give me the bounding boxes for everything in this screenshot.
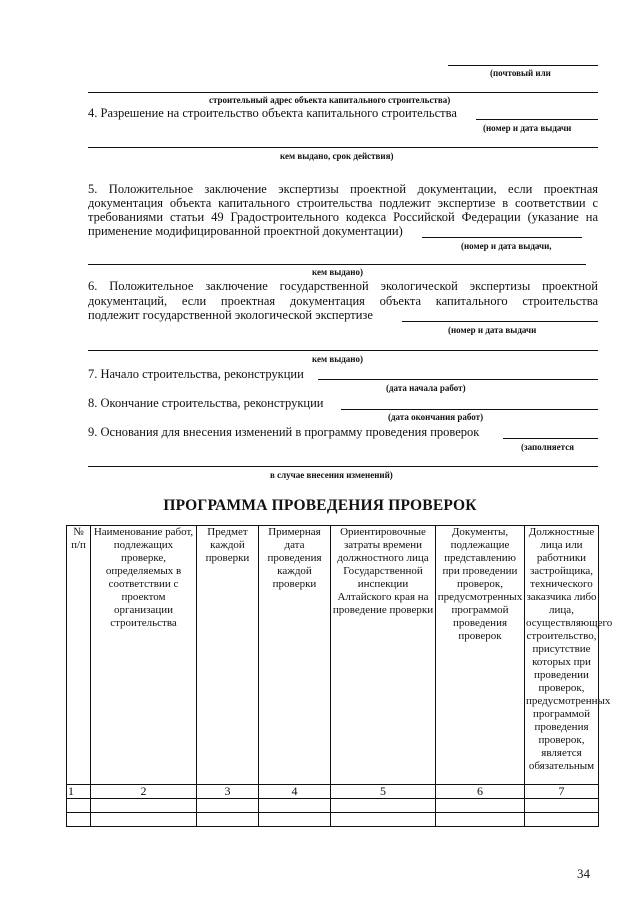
postal-address-line [448,65,598,66]
number-cell: 7 [525,785,599,799]
header-cell: Примерная дата проведения каждой проверки [259,526,331,785]
item5-line-2: документация объекта капитального строительства подлежит экспертизе в соответствии с [88,196,598,210]
item4-caption-1: (номер и дата выдачи [483,123,572,133]
program-title: ПРОГРАММА ПРОВЕДЕНИЯ ПРОВЕРОК [163,497,477,514]
empty-cell [436,799,525,813]
empty-cell [197,813,259,827]
postal-caption: (почтовый или [490,68,551,78]
header-cell: № п/п [67,526,91,785]
number-cell: 1 [67,785,91,799]
item4-label: 4. Разрешение на строительство объекта капитального строительства [88,106,457,120]
table-row [67,813,599,827]
item8-label: 8. Окончание строительства, реконструкции [88,396,324,410]
item9-line [503,438,598,439]
empty-cell [525,799,599,813]
number-cell: 4 [259,785,331,799]
item5-line [422,237,582,238]
table-header-row [67,526,599,785]
item7-line [318,379,598,380]
number-cell: 5 [331,785,436,799]
number-cell: 2 [91,785,197,799]
item5-caption-2: кем выдано) [312,267,363,277]
empty-cell [67,813,91,827]
item5-line-1: 5. Положительное заключение экспертизы проектной документации, если проектная [88,182,598,196]
empty-cell [67,799,91,813]
empty-cell [331,799,436,813]
item9-label: 9. Основания для внесения изменений в программу проведения проверок [88,425,480,439]
item7-label: 7. Начало строительства, реконструкции [88,367,304,381]
header-cell: Наименование работ, подлежащих проверке, определяемых в соответствии с проектом организации строительства [91,526,197,785]
header-cell: Предмет каждой проверки [197,526,259,785]
empty-cell [436,813,525,827]
empty-cell [331,813,436,827]
item6-line-2b [88,350,598,351]
program-table [66,525,613,827]
empty-cell [259,799,331,813]
table-number-row [67,785,599,799]
item4-line-2 [88,147,598,148]
item6-line-3: подлежит государственной экологической экспертизе [88,308,373,322]
item5-line-4: применение модифицированной проектной документации) [88,224,403,238]
item9-caption-2: в случае внесения изменений) [270,470,393,480]
item9-line-2 [88,466,598,467]
item6-caption-1: (номер и дата выдачи [448,325,537,335]
empty-cell [259,813,331,827]
item8-caption: (дата окончания работ) [388,412,484,422]
item4-line [476,119,598,120]
item6-line-1: 6. Положительное заключение государственной экологической экспертизы проектной [88,279,598,293]
item9-caption-1: (заполняется [521,442,575,452]
item4-caption-2: кем выдано, срок действия) [280,151,394,161]
item7-caption: (дата начала работ) [386,383,466,393]
header-cell: Ориентировочные затраты времени должностного лица Государственной инспекции Алтайского края на проведение проверки [331,526,436,785]
item6-caption-2: кем выдано) [312,354,363,364]
table-row [67,799,599,813]
header-cell: Документы, подлежащие представлению при проведении проверок, предусмотренных программой проведения проверок [436,526,525,785]
page-number: 34 [577,866,590,881]
item8-line [341,409,598,410]
empty-cell [197,799,259,813]
item5-line-3: требованиями статьи 49 Градостроительного кодекса Российской Федерации (указание на [88,210,598,224]
item6-line-2: документаций, если проектная документация объекта капитального строительства [88,294,598,308]
address-line [88,92,598,93]
header-cell: Должностные лица или работники застройщика, технического заказчика либо лица, осуществляющего строительство, присутствие которых при проведении проверок, предусмотренных программой проведения проверок, является обязательным [525,526,599,785]
item5-caption-1: (номер и дата выдачи, [461,241,552,251]
number-cell: 3 [197,785,259,799]
address-caption: строительный адрес объекта капитального строительства) [209,95,451,105]
item6-line [402,321,598,322]
empty-cell [91,813,197,827]
empty-cell [525,813,599,827]
number-cell: 6 [436,785,525,799]
item5-line-2b [88,264,586,265]
empty-cell [91,799,197,813]
